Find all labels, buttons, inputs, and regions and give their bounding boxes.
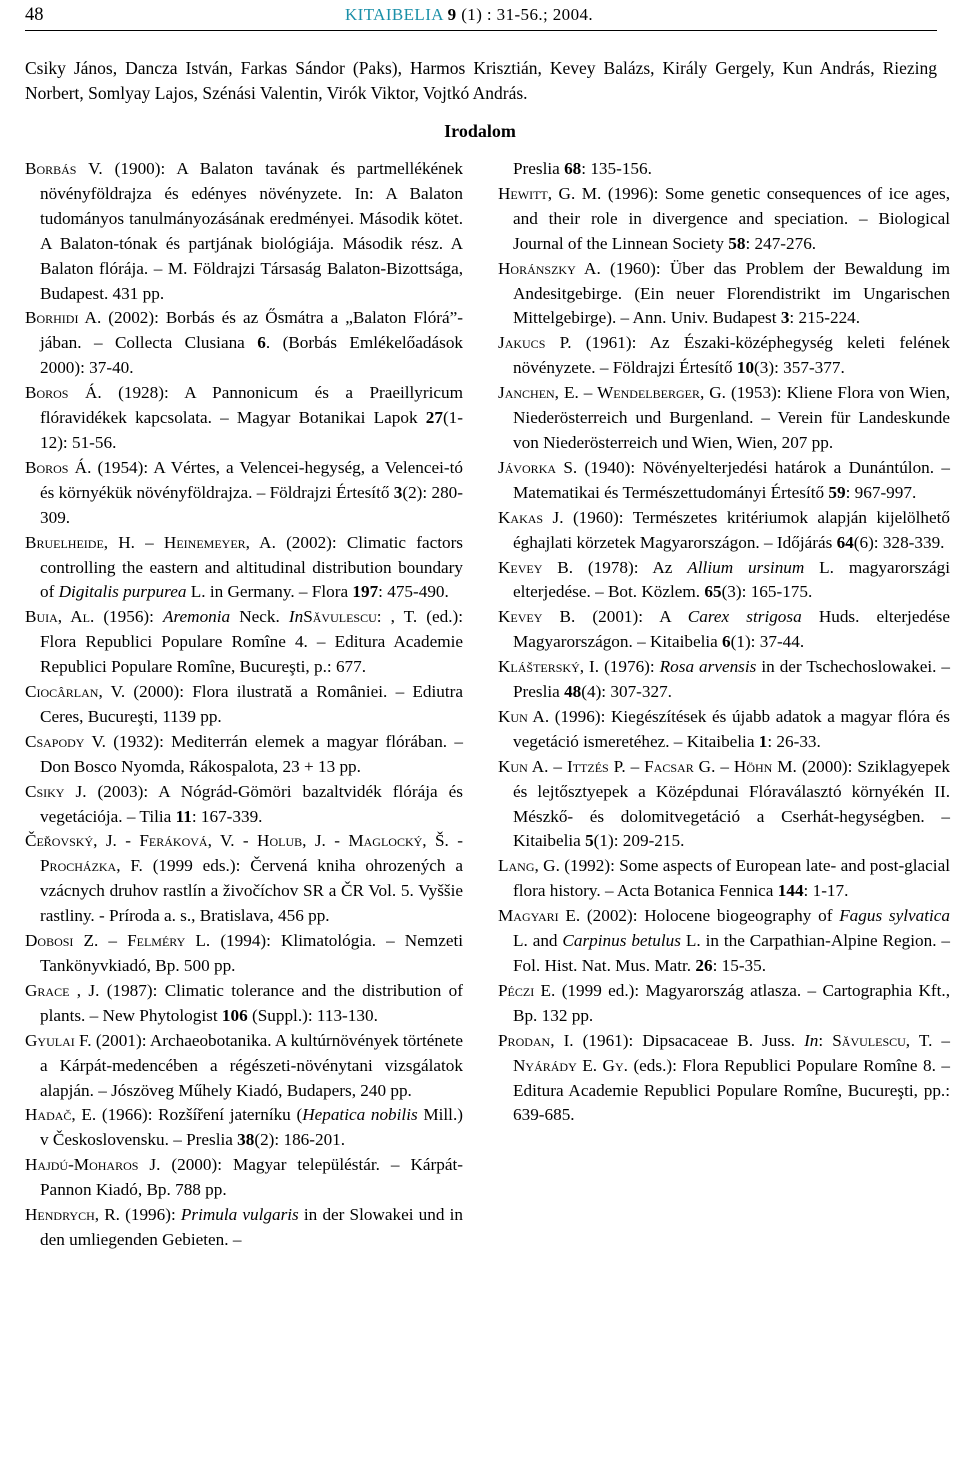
reference-text: : 215-224. — [789, 308, 861, 328]
reference-volume: 68 — [564, 159, 582, 178]
reference-text: (1966): Rozšíření jaterníku ( — [96, 1105, 303, 1125]
reference-text: (2): 186-201. — [254, 1130, 346, 1150]
reference-text: (2000): Flora ilustrată a Romȃniei. – Ediutra Ceres, Bucureşti, 1139 pp. — [40, 682, 463, 726]
reference-text: : 247-276. — [745, 233, 817, 253]
reference-volume: 3 — [393, 482, 403, 502]
acknowledgement-names: Csiky János, Dancza István, Farkas Sándor (Paks), Harmos Krisztián, Kevey Balázs, Király Gergely, Kun András, Riezing Norbert, Somlyay Lajos, Szénási Valentin, Virók Viktor, Vojtkó András. — [25, 57, 937, 103]
reference-taxon: Fagus sylvatica — [839, 906, 950, 926]
reference-author: Magyari E. — [498, 906, 581, 926]
reference-author: Săvulescu, T. – Nyárády E. Gy. — [513, 1030, 951, 1075]
reference-text: : 967-997. — [845, 482, 917, 502]
reference-author: Kevey B. — [498, 607, 576, 627]
reference-text: (2001): A — [575, 607, 688, 627]
reference-entry — [25, 680, 463, 730]
reference-volume: 197 — [352, 582, 379, 602]
reference-text: (1992): Some aspects of European late- and post-glacial flora history. – Acta Botanica Fennica — [513, 856, 950, 901]
reference-text: (1978): Az — [573, 557, 688, 577]
reference-text: (1954): A Vértes, a Velencei-hegység, a Velencei-tó és környékük növényföldrajza. – Földrajzi Értesítő — [40, 457, 464, 502]
reference-entry — [25, 381, 463, 456]
reference-entry — [25, 1029, 463, 1104]
reference-volume: 65 — [704, 582, 722, 602]
reference-text: (1928): A Pannonicum és a Praeillyricum flóravidékek kapcsolata. – Magyar Botanikai Lapok — [40, 383, 463, 428]
reference-entry — [498, 182, 950, 257]
reference-text: Neck. — [230, 607, 289, 627]
reference-taxon: Carex strigosa — [687, 607, 802, 627]
reference-text: Huds. elterjedése Magyarországon. – Kitaibelia — [513, 607, 950, 652]
journal-issue-pages: (1) : 31-56.; 2004. — [461, 5, 594, 24]
reference-author: Boros Á. — [25, 457, 92, 477]
journal-citation — [345, 0, 593, 30]
reference-entry — [25, 531, 463, 606]
reference-entry — [25, 780, 463, 830]
reference-text: : 167-339. — [191, 806, 263, 826]
reference-author: Janchen, E. – Wendelberger, G. — [498, 383, 726, 403]
reference-volume: 106 — [221, 1005, 248, 1025]
reference-volume: 6 — [722, 632, 731, 652]
reference-entry — [25, 1153, 463, 1203]
reference-text: : 26-33. — [767, 731, 821, 751]
reference-entry — [498, 605, 950, 655]
reference-entry — [25, 979, 463, 1029]
reference-text: (2002): Borbás és az Ősmátra a „Balaton Flórá”-jában. – Collecta Clusiana — [40, 308, 463, 353]
reference-text: (2): 280-309. — [40, 482, 463, 527]
reference-author: Buia, Al. — [25, 607, 95, 627]
reference-text: (1): 209-215. — [593, 831, 685, 851]
reference-text: (Suppl.): 113-130. — [247, 1005, 378, 1025]
reference-entry — [25, 456, 463, 531]
reference-text: : 15-35. — [712, 956, 767, 975]
reference-author: Horánszky A. — [498, 258, 601, 278]
reference-author: Jávorka S. — [498, 457, 578, 477]
reference-taxon: Aremonia — [163, 607, 231, 627]
reference-entry — [498, 331, 950, 381]
reference-text: (2003): A Nógrád-Gömöri bazaltvidék flórája és vegetációja. – Tilia — [40, 781, 463, 826]
reference-entry — [25, 929, 463, 979]
reference-author: Săvulescu — [303, 607, 377, 627]
reference-author: Hewitt, G. M. — [498, 183, 602, 203]
reference-text: (1996): Some genetic consequences of ice ages, and their role in divergence and speciation. – Biological Journal of the Linnean Society — [513, 183, 950, 253]
reference-entry — [498, 755, 950, 855]
reference-entry — [498, 257, 950, 332]
reference-author: Lang, G. — [498, 856, 560, 876]
reference-text: (1953): Kliene Flora von Wien, Niederösterreich und Burgenland. – Verein für Landeskunde von Niederösterreich und Wien, Wien, 207 pp. — [513, 383, 951, 452]
reference-text: (2000): Sziklagyepek és lejtősztyepek a Középdunai Flóraválasztó környékén II. Mészkő- és dolomitvegetáció a Cserhát-hegységben. – Kitaibelia — [513, 756, 950, 851]
journal-name: KITAIBELIA — [345, 5, 444, 24]
reference-entry — [498, 556, 950, 606]
reference-author: Ciocârlan, V. — [25, 682, 126, 702]
reference-entry — [25, 730, 463, 780]
reference-author: Kun A. – Ittzés P. – Facsar G. – Höhn M. — [498, 756, 797, 776]
reference-entry — [25, 605, 463, 680]
reference-author: Péczi E. — [498, 980, 556, 1000]
reference-text: (1976): — [599, 657, 660, 677]
reference-volume: 38 — [237, 1130, 255, 1150]
reference-text: (3): 165-175. — [721, 582, 813, 602]
reference-text: (1987): Climatic tolerance and the distribution of plants. – New Phytologist — [40, 980, 464, 1025]
reference-volume: 58 — [728, 233, 746, 253]
reference-author: Dobosi Z. – Felméry L. — [25, 931, 211, 951]
reference-volume: 10 — [736, 358, 755, 378]
reference-text: (3): 357-377. — [754, 358, 845, 378]
reference-author: Jakucs P. — [498, 333, 572, 353]
reference-author: Grace , J. — [25, 980, 100, 1000]
reference-entry — [25, 829, 463, 929]
reference-entry — [25, 1203, 463, 1253]
reference-taxon: Hepatica nobilis — [302, 1105, 418, 1125]
journal-volume: 9 — [447, 5, 457, 24]
reference-volume: 3 — [780, 308, 790, 328]
section-title: Irodalom — [444, 121, 516, 141]
reference-text: L. in the Carpathian-Alpine Region. – Fol. Hist. Nat. Mus. Matr. — [513, 931, 950, 975]
reference-volume: 144 — [777, 881, 804, 901]
reference-taxon: Primula vulgaris — [180, 1205, 299, 1225]
reference-volume: 59 — [828, 482, 846, 502]
reference-entry — [498, 705, 950, 755]
reference-entry — [498, 655, 950, 705]
reference-entry — [498, 506, 950, 556]
reference-taxon: Carpinus betulus — [562, 931, 681, 951]
reference-author: Hendrych, R. — [25, 1205, 120, 1225]
reference-text: : — [376, 607, 391, 627]
reference-entry — [498, 979, 950, 1029]
reference-author: Borhidi A. — [25, 308, 102, 328]
reference-volume: 1 — [758, 731, 768, 751]
reference-text: L. in Germany. – Flora — [186, 582, 353, 602]
reference-author: Hajdú-Moharos J. — [25, 1155, 161, 1175]
reference-text: Preslia — [513, 159, 565, 178]
reference-text: (1961): Az Északi-középhegység keleti felének növényzete. – Földrajzi Értesítő — [513, 333, 950, 378]
reference-author: Kakas J. — [498, 507, 564, 527]
reference-text: (1999 ed.): Magyarország atlasza. – Cartographia Kft., Bp. 132 pp. — [513, 980, 951, 1025]
reference-volume: 48 — [564, 682, 582, 702]
reference-text: L. magyarországi elterjedése. – Bot. Közlem. — [513, 557, 950, 602]
reference-text: (1932): Mediterrán elemek a magyar flórában. – Don Bosco Nyomda, Rákospalota, 23 + 13 pp. — [40, 731, 463, 776]
reference-text: (1996): — [119, 1205, 181, 1225]
reference-author: Boros Á. — [25, 383, 102, 403]
reference-author: Kevey B. — [498, 557, 574, 577]
references-right-column — [498, 157, 950, 1128]
reference-entry — [498, 381, 950, 456]
reference-text: L. and — [513, 931, 563, 951]
reference-volume: 11 — [175, 806, 192, 826]
reference-text: (2001): Archaeobotanika. A kultúrnövények története a Kárpát-medencében a régészeti-növénytani vizsgálatok alapján. – Jószöveg Műhely Kiadó, Budapers, 240 pp. — [40, 1030, 463, 1100]
reference-author: Csapody V. — [25, 731, 106, 751]
reference-text: : — [818, 1030, 833, 1050]
reference-entry — [498, 904, 950, 979]
reference-entry — [25, 1103, 463, 1153]
reference-author: Bruelheide, H. – Heinemeyer, A. — [25, 532, 276, 552]
reference-volume: 27 — [425, 408, 443, 428]
reference-author: Gyulai F. — [25, 1030, 92, 1050]
running-header — [25, 0, 937, 31]
reference-author: Klášterský, I. — [498, 657, 600, 677]
reference-taxon: Allium ursinum — [687, 557, 805, 577]
reference-text: (2000): Magyar településtár. – Kárpát-Pannon Kiadó, Bp. 788 pp. — [40, 1155, 463, 1200]
reference-taxon: Digitalis purpurea — [58, 582, 187, 602]
reference-text: (1961): Dipsacaceae B. Juss. — [573, 1030, 805, 1050]
reference-taxon: In — [288, 607, 304, 627]
reference-author: Hadač, E. — [25, 1105, 97, 1125]
reference-entry — [498, 1029, 950, 1129]
reference-text: in der Tschechoslowakei. – Preslia — [513, 657, 950, 702]
reference-volume: 26 — [695, 956, 713, 975]
references-left-column — [25, 157, 463, 1253]
reference-text: Mill.) v Československu. – Preslia — [40, 1105, 463, 1150]
reference-volume: 5 — [585, 831, 594, 851]
reference-taxon: In — [804, 1030, 819, 1050]
page-number: 48 — [25, 5, 44, 25]
reference-text: (1999 eds.): Červená kniha ohrozených a vzácnych druhov rastlín a živočíchov SR a ČR Vol. 5. Vyššie rastliny. - Príroda a. s., Bratislava, 456 pp. — [40, 856, 463, 926]
reference-author: Prodan, I. — [498, 1030, 574, 1050]
reference-text: (6): 328-339. — [853, 532, 945, 552]
reference-entry — [498, 854, 950, 904]
reference-text: (1960): Természetes kritériumok alapján kijelölhető éghajlati körzetek Magyarországon. – Időjárás — [513, 507, 950, 552]
reference-author: Csiky J. — [25, 781, 87, 801]
reference-text: (1960): Über das Problem der Bewaldung im Andesitgebirge. (Ein neuer Florendistrikt im Ungarischen Mittelgebirge). – Ann. Univ. Budapest — [513, 258, 950, 328]
reference-text: (1900): A Balaton tavának és partmellékének növényföldrajza és edényes növényzete. In: A Balaton tudományos tanulmányozásának eredményei. Második kötet. A Balaton-tónak és partjának biológiája. Második rész. A Balaton flórája. – M. Földrajzi Társaság Balaton-Bizottsága, Budapest. 431 pp. — [40, 159, 463, 303]
reference-text: (1-12): 51-56. — [40, 408, 463, 452]
reference-volume: 6 — [257, 333, 266, 353]
reference-text: : 1-17. — [803, 881, 849, 901]
reference-text: (1994): Klimatológia. – Nemzeti Tankönyvkiadó, Bp. 500 pp. — [40, 931, 463, 975]
reference-text: (eds.): Flora Republici Populare Romîne 8. – Editura Academie Republici Populare Romîne, Bucureşti, pp.: 639-685. — [513, 1055, 951, 1125]
reference-volume: 64 — [836, 532, 854, 552]
reference-text: (1996): Kiegészítések és újabb adatok a magyar flóra és vegetáció ismeretéhez. – Kitaibelia — [513, 706, 950, 751]
reference-taxon: Rosa arvensis — [659, 657, 757, 677]
reference-text: (2002): Climatic factors controlling the eastern and altitudinal distribution boundary of — [40, 532, 463, 602]
reference-text: (1940): Növényelterjedési határok a Dunántúlon. – Matematikai és Természettudományi Értesítő — [513, 457, 950, 502]
reference-author: Čeřovský, J. - Feráková, V. - Holub, J. - Maglocký, Š. - Procházka, F. — [25, 831, 463, 876]
reference-text: in der Slowakei und in den umliegenden Gebieten. – — [40, 1205, 463, 1249]
reference-text: : 475-490. — [378, 582, 449, 602]
reference-text: (4): 307-327. — [581, 682, 672, 702]
reference-text: . (Borbás Emlékelőadások 2000): 37-40. — [40, 333, 464, 378]
reference-text: (1): 37-44. — [730, 632, 805, 652]
reference-author: Borbás V. — [25, 159, 103, 178]
reference-entry — [498, 157, 950, 182]
reference-entry — [25, 157, 463, 306]
reference-entry — [25, 306, 463, 381]
reference-text: (1956): — [94, 607, 163, 627]
reference-author: Kun A. — [498, 706, 550, 726]
reference-text: : 135-156. — [581, 159, 652, 178]
reference-entry — [498, 456, 950, 506]
reference-text: , T. (ed.): Flora Republici Populare Romîne 4. – Editura Academie Republici Populare Romîne, Bucureşti, p.: 677. — [40, 607, 463, 677]
reference-text: (2002): Holocene biogeography of — [580, 906, 840, 926]
